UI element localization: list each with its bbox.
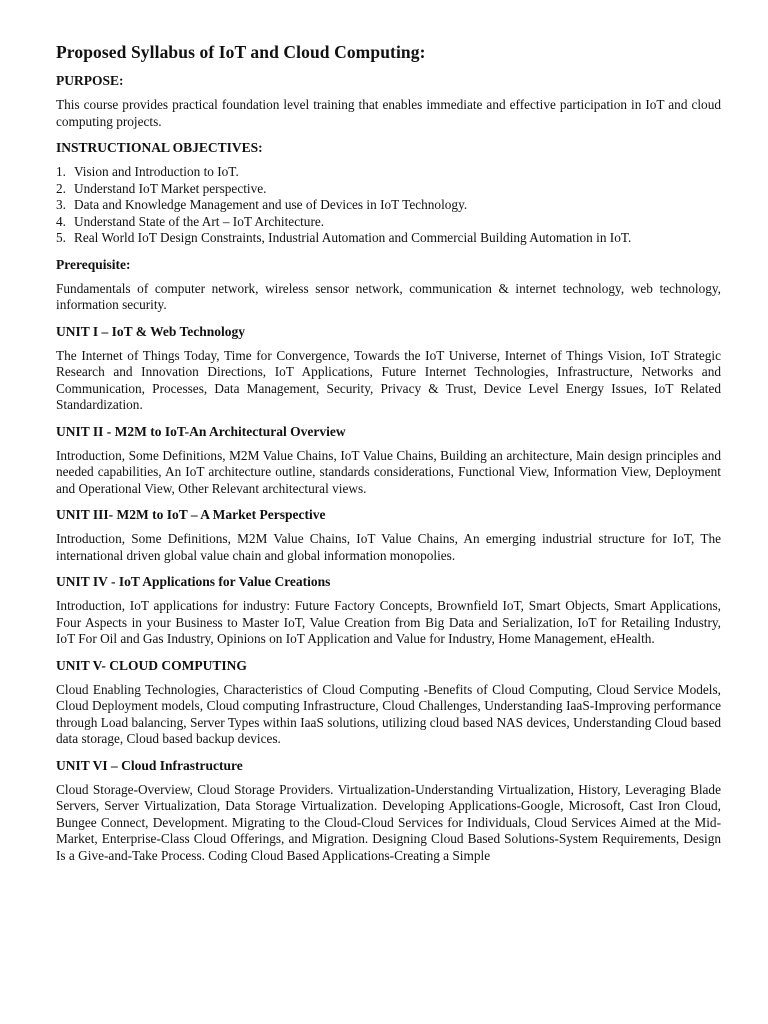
unit-6-text: Cloud Storage-Overview, Cloud Storage Providers. Virtualization-Understanding Virtualization, History, Leveraging Blade Servers, Server Virtualization, Data Storage Virtualization. Developing Applications-Google, Microsoft, Cast Iron Cloud, Bungee Connect, Development. Migrating to the Cloud-Cloud Services for Individuals, Cloud Services Aimed at the Mid-Market, Enterprise-Class Cloud Offerings, and Migration. Designing Cloud Based Solutions-System Requirements, Design Is a Give-and-Take Process. Coding Cloud Based Applications-Creating a Simple <box>56 781 721 863</box>
list-item-number: 3. <box>56 197 66 212</box>
unit-5-text: Cloud Enabling Technologies, Characteristics of Cloud Computing -Benefits of Cloud Computing, Cloud Service Models, Cloud Deployment models, Cloud computing Infrastructure, Cloud Challenges, Understanding IaaS-Improving performance through Load balancing, Server Types within IaaS solutions, utilizing cloud based NAS devices, Understanding Cloud based data storage, Cloud based backup devices. <box>56 681 721 746</box>
purpose-heading: PURPOSE: <box>56 73 124 88</box>
list-item-text: Vision and Introduction to IoT. <box>74 164 239 179</box>
list-item <box>56 230 721 247</box>
unit-6-heading: UNIT VI – Cloud Infrastructure <box>56 757 243 773</box>
list-item-text: Real World IoT Design Constraints, Industrial Automation and Commercial Building Automation in IoT. <box>74 230 632 245</box>
unit-4-heading: UNIT IV - IoT Applications for Value Creations <box>56 574 331 589</box>
page-title: Proposed Syllabus of IoT and Cloud Computing: <box>56 42 426 62</box>
list-item-text: Understand State of the Art – IoT Architecture. <box>74 213 325 229</box>
unit-1-text: The Internet of Things Today, Time for Convergence, Towards the IoT Universe, Internet of Things Vision, IoT Strategic Research and Innovation Directions, IoT Applications, Future Internet Technologies, Infrastructure, Networks and Communication, Processes, Data Management, Security, Privacy & Trust, Device Level Energy Issues, IoT Related Standardization. <box>56 347 721 412</box>
purpose-text: This course provides practical foundation level training that enables immediate and effective participation in IoT and cloud computing projects. <box>56 97 721 129</box>
unit-3-text: Introduction, Some Definitions, M2M Value Chains, IoT Value Chains, An emerging industrial structure for IoT, The international driven global value chain and global information monopolies. <box>56 531 721 563</box>
prerequisite-text: Fundamentals of computer network, wireless sensor network, communication & internet technology, web technology, information security. <box>56 280 721 312</box>
unit-2-heading: UNIT II - M2M to IoT-An Architectural Overview <box>56 423 346 439</box>
unit-4-text: Introduction, IoT applications for industry: Future Factory Concepts, Brownfield IoT, Smart Objects, Smart Applications, Four Aspects in your Business to Master IoT, Value Creation from Big Data and Serialization, IoT for Retailing Industry, IoT For Oil and Gas Industry, Opinions on IoT Application and Value for Industry, Home Management, eHealth. <box>56 598 721 646</box>
list-item <box>56 181 721 198</box>
list-item <box>56 197 721 214</box>
list-item-number: 1. <box>56 164 66 179</box>
list-item-text: Understand IoT Market perspective. <box>74 180 267 196</box>
list-item <box>56 214 721 231</box>
list-item-number: 2. <box>56 180 66 196</box>
unit-3-heading: UNIT III- M2M to IoT – A Market Perspective <box>56 507 326 522</box>
unit-1-heading: UNIT I – IoT & Web Technology <box>56 323 246 339</box>
objectives-list <box>56 164 721 247</box>
list-item <box>56 164 721 181</box>
prerequisite-heading: Prerequisite: <box>56 256 131 272</box>
list-item-text: Data and Knowledge Management and use of Devices in IoT Technology. <box>74 197 468 212</box>
unit-5-heading: UNIT V- CLOUD COMPUTING <box>56 657 247 673</box>
list-item-number: 4. <box>56 213 66 229</box>
unit-2-text: Introduction, Some Definitions, M2M Value Chains, IoT Value Chains, Building an architecture, Main design principles and needed capabilities, An IoT architecture outline, standards considerations, Functional View, Information View, Deployment and Operational View, Other Relevant architectural views. <box>56 447 721 496</box>
objectives-heading: INSTRUCTIONAL OBJECTIVES: <box>56 140 263 155</box>
list-item-number: 5. <box>56 230 66 245</box>
